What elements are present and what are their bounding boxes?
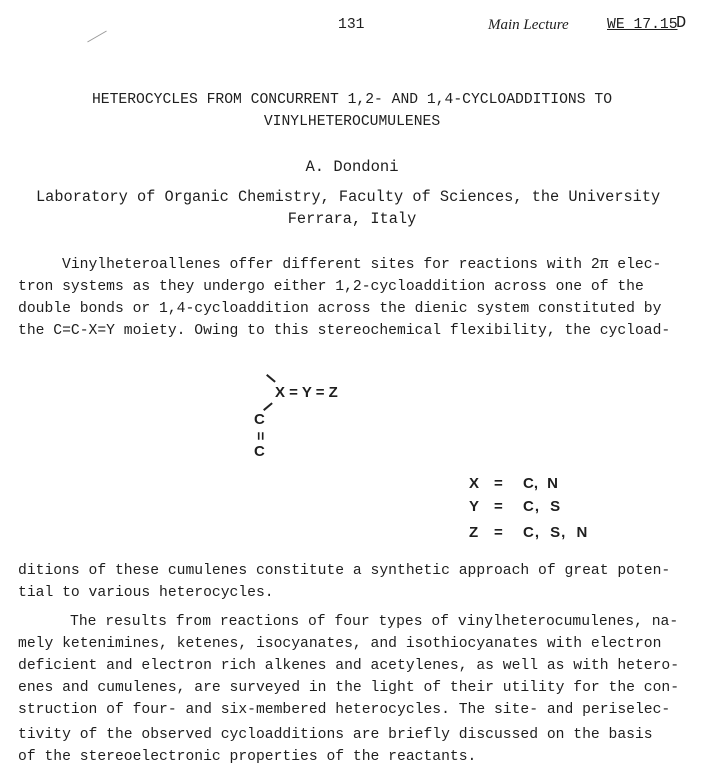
legend-y-symbol: Y <box>469 498 480 515</box>
text-line: tivity of the observed cycloadditions are briefly discussed on the basis <box>18 727 653 743</box>
legend-z-eq: = <box>494 524 503 541</box>
carbon-bottom: C <box>254 443 265 460</box>
author: A. Dondoni <box>305 158 399 176</box>
legend-x-symbol: X <box>469 475 480 492</box>
text-line: of the stereoelectronic properties of the reactants. <box>18 749 477 765</box>
legend-x-values: C, N <box>523 475 558 492</box>
affiliation-line-2: Ferrara, Italy <box>287 210 417 228</box>
text-line: The results from reactions of four types of vinylheterocumulenes, na- <box>70 614 679 630</box>
text-line: tron systems as they undergo either 1,2-cycloaddition across one of the <box>18 279 644 295</box>
bond-upper <box>266 374 275 382</box>
affiliation-line-1: Laboratory of Organic Chemistry, Faculty of Sciences, the University <box>36 188 661 206</box>
chain-formula: X = Y = Z <box>275 384 338 401</box>
text-line: ditions of these cumulenes constitute a synthetic approach of great poten- <box>18 563 671 579</box>
page-number: 131 <box>338 17 365 33</box>
legend-y-values: C, S <box>523 498 562 515</box>
carbon-top: C <box>254 411 265 428</box>
title-line-2: VINYLHETEROCUMULENES <box>263 114 441 130</box>
session-letter: D <box>676 14 687 33</box>
text-line: double bonds or 1,4-cycloaddition across the dienic system constituted by <box>18 301 662 317</box>
pen-mark <box>87 31 107 43</box>
legend-z-symbol: Z <box>469 524 479 541</box>
text-line: enes and cumulenes, are surveyed in the light of their utility for the con- <box>18 680 680 696</box>
session-label: Main Lecture <box>488 17 569 33</box>
title-line-1: HETEROCYCLES FROM CONCURRENT 1,2- AND 1,4-CYCLOADDITIONS TO <box>91 92 613 108</box>
legend-z-values: C, S, N <box>523 524 589 541</box>
session-code: WE 17.15 <box>607 17 678 33</box>
text-line: tial to various heterocycles. <box>18 585 274 601</box>
text-line: struction of four- and six-membered heterocycles. The site- and periselec- <box>18 702 671 718</box>
text-line: deficient and electron rich alkenes and acetylenes, as well as with hetero- <box>18 658 680 674</box>
text-line: mely ketenimines, ketenes, isocyanates, and isothiocyanates with electron <box>18 636 662 652</box>
legend-x-eq: = <box>494 475 503 492</box>
text-line: the C=C-X=Y moiety. Owing to this stereochemical flexibility, the cycload- <box>18 323 671 339</box>
text-line: Vinylheteroallenes offer different sites for reactions with 2π elec- <box>62 257 662 273</box>
legend-y-eq: = <box>494 498 503 515</box>
double-bond: = <box>251 431 269 441</box>
